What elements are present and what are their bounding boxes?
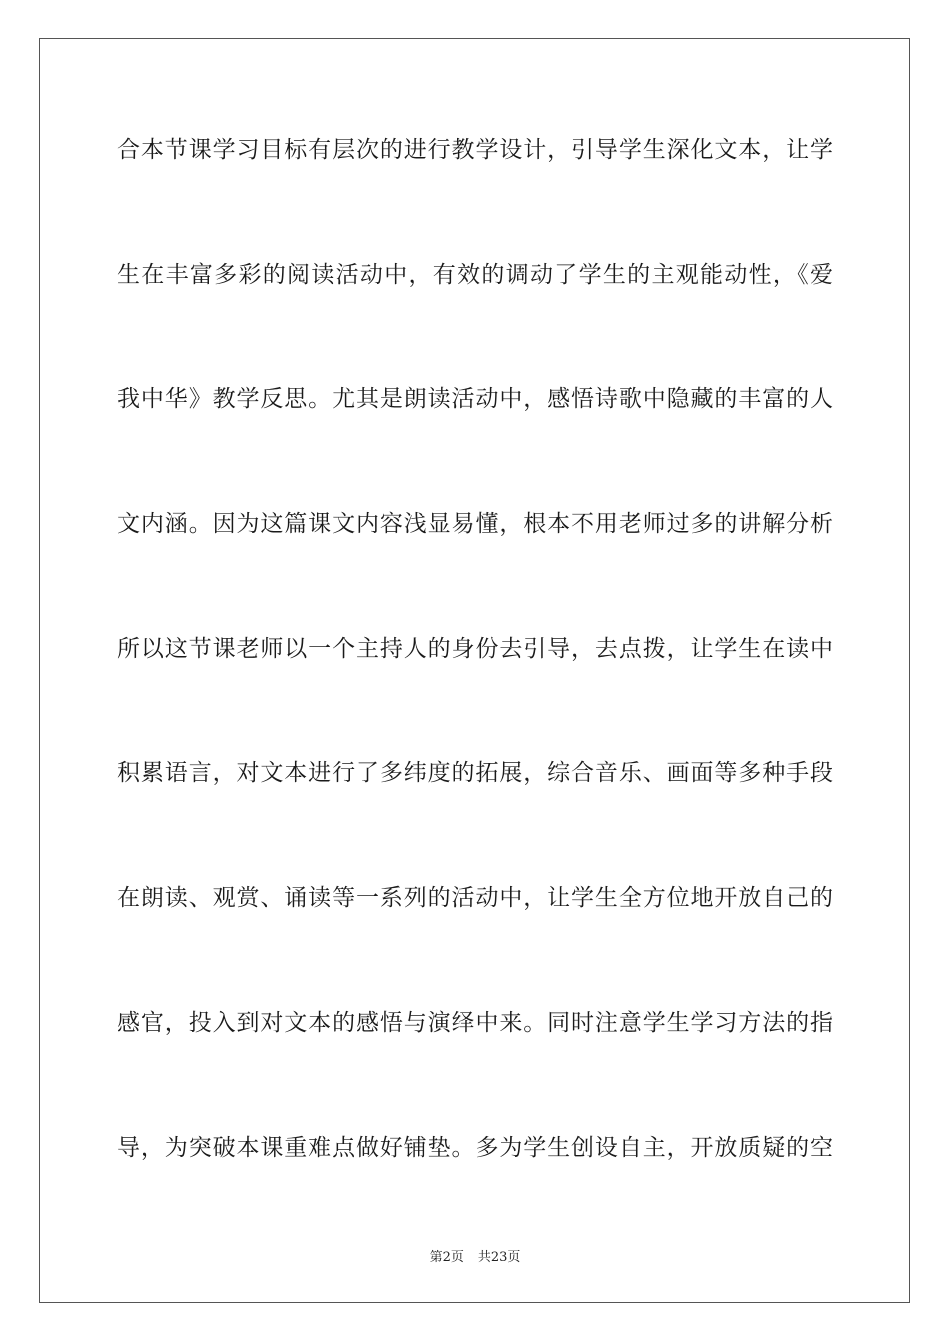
text-line: 合本节课学习目标有层次的进行教学设计，引导学生深化文本，让学: [117, 137, 833, 163]
page-number: 第2页: [429, 1250, 464, 1265]
text-line: 文内涵。因为这篇课文内容浅显易懂，根本不用老师过多的讲解分析: [117, 511, 833, 538]
text-line: 积累语言，对文本进行了多纬度的拓展，综合音乐、画面等多种手段: [117, 760, 833, 787]
text-line: 导，为突破本课重难点做好铺垫。多为学生创设自主，开放质疑的空: [117, 1134, 833, 1161]
text-line: 生在丰富多彩的阅读活动中，有效的调动了学生的主观能动性，《爱: [117, 261, 833, 288]
text-line: 在朗读、观赏、诵读等一系列的活动中，让学生全方位地开放自己的: [117, 885, 833, 912]
page-total: 共23页: [477, 1250, 521, 1265]
text-line: 我中华》教学反思。尤其是朗读活动中，感悟诗歌中隐藏的丰富的人: [117, 386, 833, 413]
page-footer: [0, 1246, 950, 1265]
body-text: [117, 126, 833, 1248]
text-line: 感官，投入到对文本的感悟与演绎中来。同时注意学生学习方法的指: [117, 1009, 833, 1036]
text-line: 所以这节课老师以一个主持人的身份去引导，去点拨，让学生在读中: [117, 635, 833, 662]
